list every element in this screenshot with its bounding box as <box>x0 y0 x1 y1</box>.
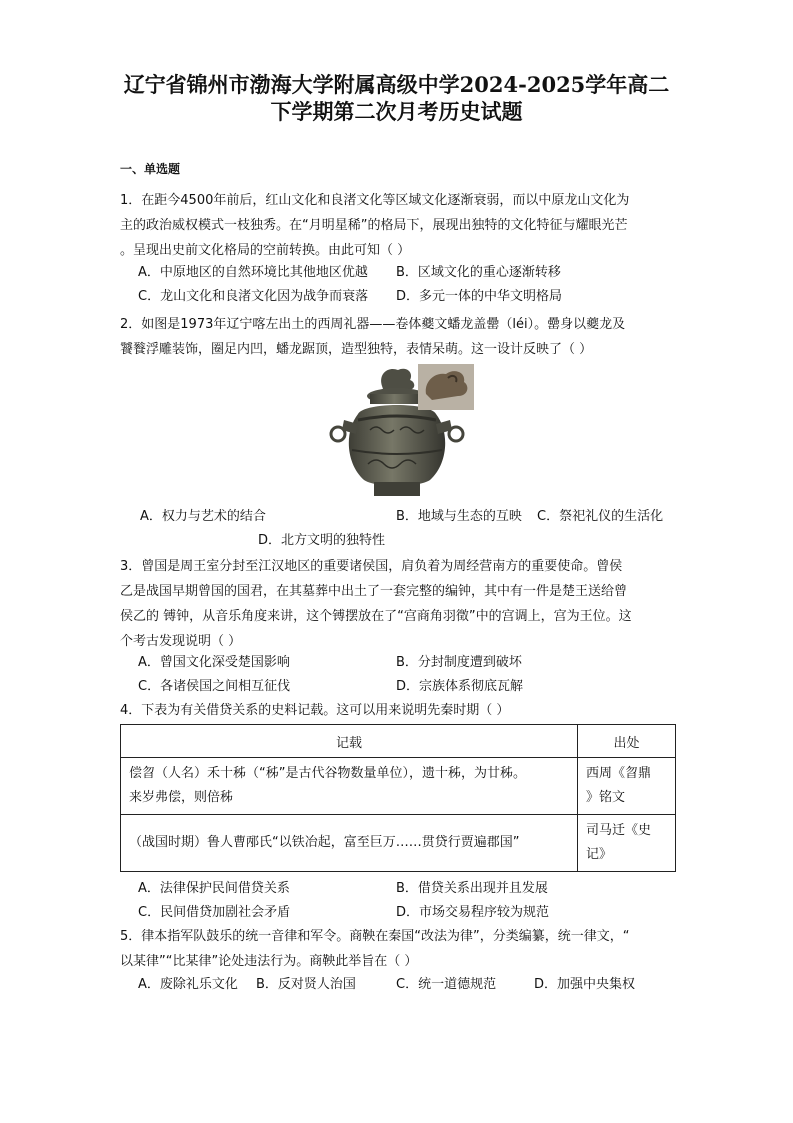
q1-option-c[interactable]: C．龙山文化和良渚文化因为战争而衰落 <box>138 289 369 304</box>
question-2 <box>120 312 680 362</box>
q3-option-d[interactable]: D．宗族体系彻底瓦解 <box>396 679 524 694</box>
record-line: 偿曶（人名）禾十秭（“秭”是古代谷物数量单位），遗十秭，为廿秭。 <box>129 766 526 781</box>
q4-option-c[interactable]: C．民间借贷加剧社会矛盾 <box>138 905 291 920</box>
q4-option-b[interactable]: B．借贷关系出现并且发展 <box>396 881 548 896</box>
question-2-line-1: 2．如图是1973年辽宁喀左出土的西周礼器——卷体夔文蟠龙盖罍（léi）。罍身以夔龙及 <box>120 317 626 332</box>
q3-option-c[interactable]: C．各诸侯国之间相互征伐 <box>138 679 291 694</box>
table-header-source: 出处 <box>578 725 676 758</box>
q1-option-a[interactable]: A．中原地区的自然环境比其他地区优越 <box>138 265 368 280</box>
source-line: 西周《曶鼎 <box>586 766 652 781</box>
question-1-line-1: 1．在距今4500年前后，红山文化和良渚文化等区域文化逐渐衰弱，而以中原龙山文化为 <box>120 193 630 208</box>
q2-option-d[interactable]: D．北方文明的独特性 <box>258 533 386 548</box>
page-title-line-1: 辽宁省锦州市渤海大学附属高级中学2024-2025学年高二 <box>123 72 670 97</box>
loan-records-table <box>120 724 676 872</box>
q2-option-b[interactable]: B．地域与生态的互映 <box>396 509 522 524</box>
question-1-line-2: 主的政治威权模式一枝独秀。在“月明星稀”的格局下，展现出独特的文化特征与耀眼光芒 <box>120 218 628 233</box>
question-2-line-2: 饕餮浮雕装饰，圈足内凹，蟠龙踞顶，造型独特，表情呆萌。这一设计反映了（ ） <box>120 342 593 357</box>
table-cell-source <box>578 758 676 815</box>
q5-option-d[interactable]: D．加强中央集权 <box>534 977 636 992</box>
q5-option-a[interactable]: A．废除礼乐文化 <box>138 977 238 992</box>
section-heading: 一、单选题 <box>120 162 181 176</box>
question-3 <box>120 554 680 654</box>
q5-option-c[interactable]: C．统一道德规范 <box>396 977 497 992</box>
question-1 <box>120 188 680 263</box>
question-4 <box>120 698 680 723</box>
question-5-line-1: 5．律本指军队鼓乐的统一音律和军令。商鞅在秦国“改法为律”，分类编纂，统一律文，“ <box>120 929 630 944</box>
question-3-line-1: 3．曾国是周王室分封至江汉地区的重要诸侯国，肩负着为周经营南方的重要使命。曾侯 <box>120 559 623 574</box>
table-cell-record <box>121 758 578 815</box>
dragon-lid-detail-image <box>418 364 474 410</box>
q3-option-a[interactable]: A．曾国文化深受楚国影响 <box>138 655 290 670</box>
q2-option-a[interactable]: A．权力与艺术的结合 <box>140 509 266 524</box>
page-title-line-2: 下学期第二次月考历史试题 <box>270 99 523 124</box>
record-line: 来岁弗偿，则倍秭 <box>129 790 234 805</box>
source-line: 司马迁《史 <box>586 823 652 838</box>
table-cell-source <box>578 815 676 872</box>
question-5 <box>120 924 680 974</box>
record-line: （战国时期）鲁人曹邴氏“以铁冶起，富至巨万……贯贷行贾遍郡国” <box>129 835 520 850</box>
q2-option-c[interactable]: C．祭祀礼仪的生活化 <box>537 509 664 524</box>
q4-option-d[interactable]: D．市场交易程序较为规范 <box>396 905 550 920</box>
table-row <box>121 758 676 815</box>
source-line: 记》 <box>586 847 613 862</box>
question-1-line-3: 。呈现出史前文化格局的空前转换。由此可知（ ） <box>120 243 411 258</box>
q4-option-a[interactable]: A．法律保护民间借贷关系 <box>138 881 290 896</box>
q1-option-d[interactable]: D．多元一体的中华文明格局 <box>396 289 563 304</box>
question-4-line-1: 4．下表为有关借贷关系的史料记载。这可以用来说明先秦时期（ ） <box>120 703 510 718</box>
source-line: 》铭文 <box>586 790 626 805</box>
table-cell-record <box>121 815 578 872</box>
table-header-record: 记载 <box>121 725 578 758</box>
question-3-line-3: 侯乙的 镈钟，从音乐角度来讲，这个镈摆放在了“宫商角羽徵”中的宫调上，宫为王位。这 <box>120 609 632 624</box>
question-3-line-4: 个考古发现说明（ ） <box>120 634 242 649</box>
question-5-line-2: 以某律”“比某律”论处违法行为。商鞅此举旨在（ ） <box>120 954 418 969</box>
table-row <box>121 815 676 872</box>
table-header-row <box>121 725 676 758</box>
q5-option-b[interactable]: B．反对贤人治国 <box>256 977 356 992</box>
q1-option-b[interactable]: B．区域文化的重心逐渐转移 <box>396 265 561 280</box>
question-3-line-2: 乙是战国早期曾国的国君，在其墓葬中出土了一套完整的编钟，其中有一件是楚王送给曾 <box>120 584 628 599</box>
q3-option-b[interactable]: B．分封制度遭到破坏 <box>396 655 522 670</box>
